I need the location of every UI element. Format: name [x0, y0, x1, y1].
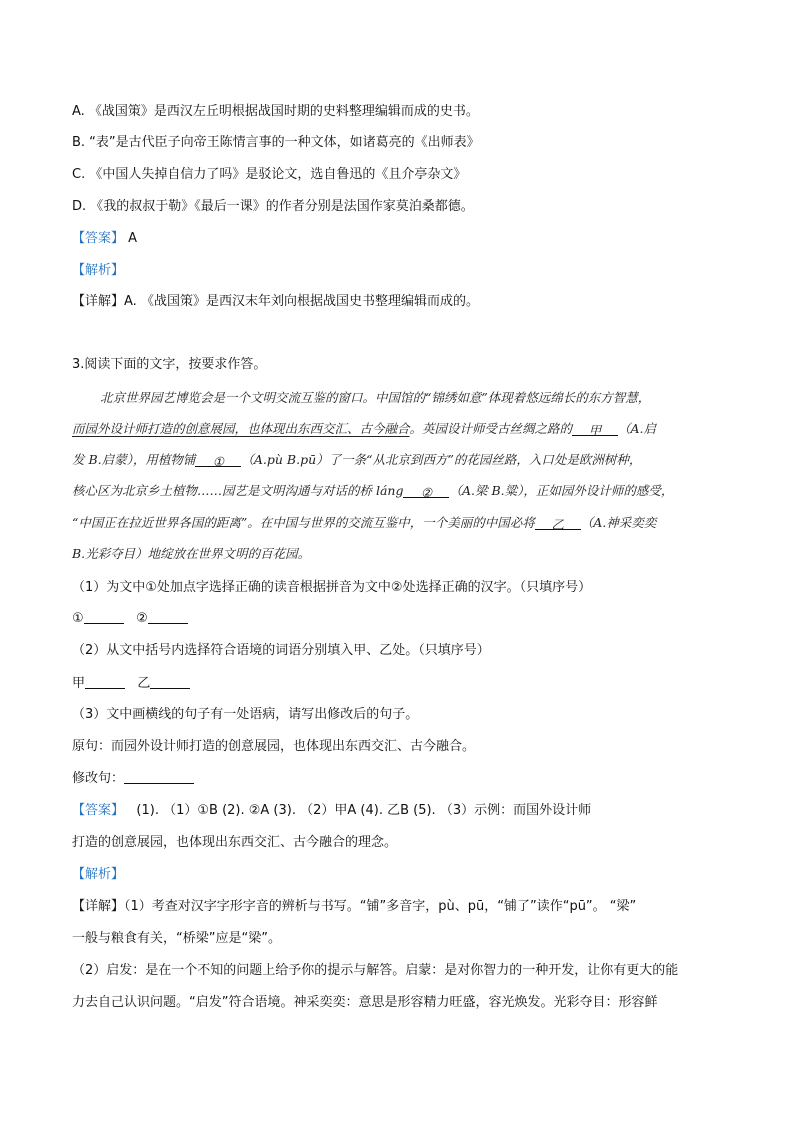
answer-tag: 【答案】 — [72, 231, 125, 246]
q3-heading: 3.阅读下面的文字，按要求作答。 — [72, 357, 267, 372]
sub-question-2: （2）从文中括号内选择符合语境的词语分别填入甲、乙处。（只填序号） — [72, 643, 490, 658]
option-b: B. “表”是古代臣子向帝王陈情言事的一种文体，如诸葛亮的《出师表》 — [72, 135, 480, 150]
sub-question-1: （1）为文中①处加点字选择正确的读音根据拼音为文中②处选择正确的汉字。（只填序号） — [72, 580, 592, 595]
blank-1[interactable]: ① — [195, 452, 241, 467]
detail-tag: 【详解】 — [72, 294, 125, 309]
answer-tag: 【答案】 — [72, 803, 125, 818]
q3-detail-line-4: 力去自己认识问题。“启发”符合语境。神采奕奕：意思是形容精力旺盛，容光焕发。光彩夺目：形容鲜 — [72, 995, 658, 1010]
q2-analysis-tag: 【解析】 — [72, 263, 125, 278]
q2-detail — [72, 292, 479, 312]
original-sentence: 原句：而园外设计师打造的创意展园，也体现出东西交汇、古今融合。 — [72, 739, 476, 754]
blank-2[interactable]: ② — [403, 483, 449, 498]
answer-value: A — [128, 231, 138, 246]
q2-answer — [72, 229, 137, 249]
answer-blank-2[interactable] — [148, 609, 188, 624]
underlined-sentence: 而园外设计师打造的创意展园，也体现出东西交汇、古今融合 — [72, 421, 410, 436]
blank-jia[interactable]: 甲 — [572, 421, 618, 436]
revised-sentence: 修改句： — [72, 769, 194, 789]
q3-detail-line-3: （2）启发：是在一个不知的问题上给予你的提示与解答。启蒙：是对你智力的一种开发，让你有更大的能 — [72, 963, 679, 978]
q3-detail-line-2: 一般与粮食有关，“桥梁”应是“梁”。 — [72, 931, 281, 946]
answer-blank-yi[interactable] — [150, 674, 190, 689]
sub-question-3: （3）文中画横线的句子有一处语病，请写出修改后的句子。 — [72, 707, 419, 722]
passage-line-1: 北京世界园艺博览会是一个文明交流互鉴的窗口。中国馆的“锦绣如意”体现着悠远绵长的东方智慧， — [100, 390, 651, 405]
revised-blank[interactable] — [124, 769, 194, 784]
sub2-blanks: 甲 乙 — [72, 674, 190, 694]
q3-answer-line-1: 【答案】 (1). （1）①B (2). ②A (3). （2）甲A (4). 乙B (5). （3）示例：而国外设计师 — [72, 803, 592, 818]
answer-blank-1[interactable] — [84, 609, 124, 624]
passage-line-2: 而园外设计师打造的创意展园，也体现出东西交汇、古今融合。英园设计师受古丝绸之路的 甲 （A.启 — [72, 421, 657, 438]
q3-detail-line-1: 【详解】（1）考查对汉字字形字音的辨析与书写。“铺”多音字，pù、pū，“铺了”读作“pū”。 “梁” — [72, 899, 637, 914]
detail-text: A. 《战国策》是西汉末年刘向根据战国史书整理编辑而成的。 — [124, 294, 479, 309]
passage-line-5: “中国正在拉近世界各国的距离”。在中国与世界的交流互鉴中，一个美丽的中国必将 乙 （A.神采奕奕 — [72, 515, 657, 532]
answer-blank-jia[interactable] — [85, 674, 125, 689]
option-c: C. 《中国人失掉自信力了吗》是驳论文，选自鲁迅的《且介亭杂文》 — [72, 167, 467, 182]
q3-analysis-tag: 【解析】 — [72, 867, 125, 882]
passage-line-3: 发 B.启蒙），用植物铺 ① （A.pù B.pū）了一条“从北京到西方”的花园丝路，入口处是欧洲树种， — [72, 452, 642, 469]
blank-yi[interactable]: 乙 — [535, 515, 581, 530]
option-d: D. 《我的叔叔于勒》《最后一课》的作者分别是法国作家莫泊桑都德。 — [72, 199, 474, 214]
q3-answer-line-2: 打造的创意展园，也体现出东西交汇、古今融合的理念。 — [72, 835, 398, 850]
passage-line-4: 核心区为北京乡土植物……园艺是文明沟通与对话的桥 láng ② （A.梁 B.粱），正如园外设计师的感受， — [72, 483, 674, 500]
sub1-blanks: ① ② — [72, 609, 188, 629]
passage-line-6: B.光彩夺目）地绽放在世界文明的百花园。 — [72, 546, 311, 561]
option-a: A. 《战国策》是西汉左丘明根据战国时期的史料整理编辑而成的史书。 — [72, 104, 479, 119]
